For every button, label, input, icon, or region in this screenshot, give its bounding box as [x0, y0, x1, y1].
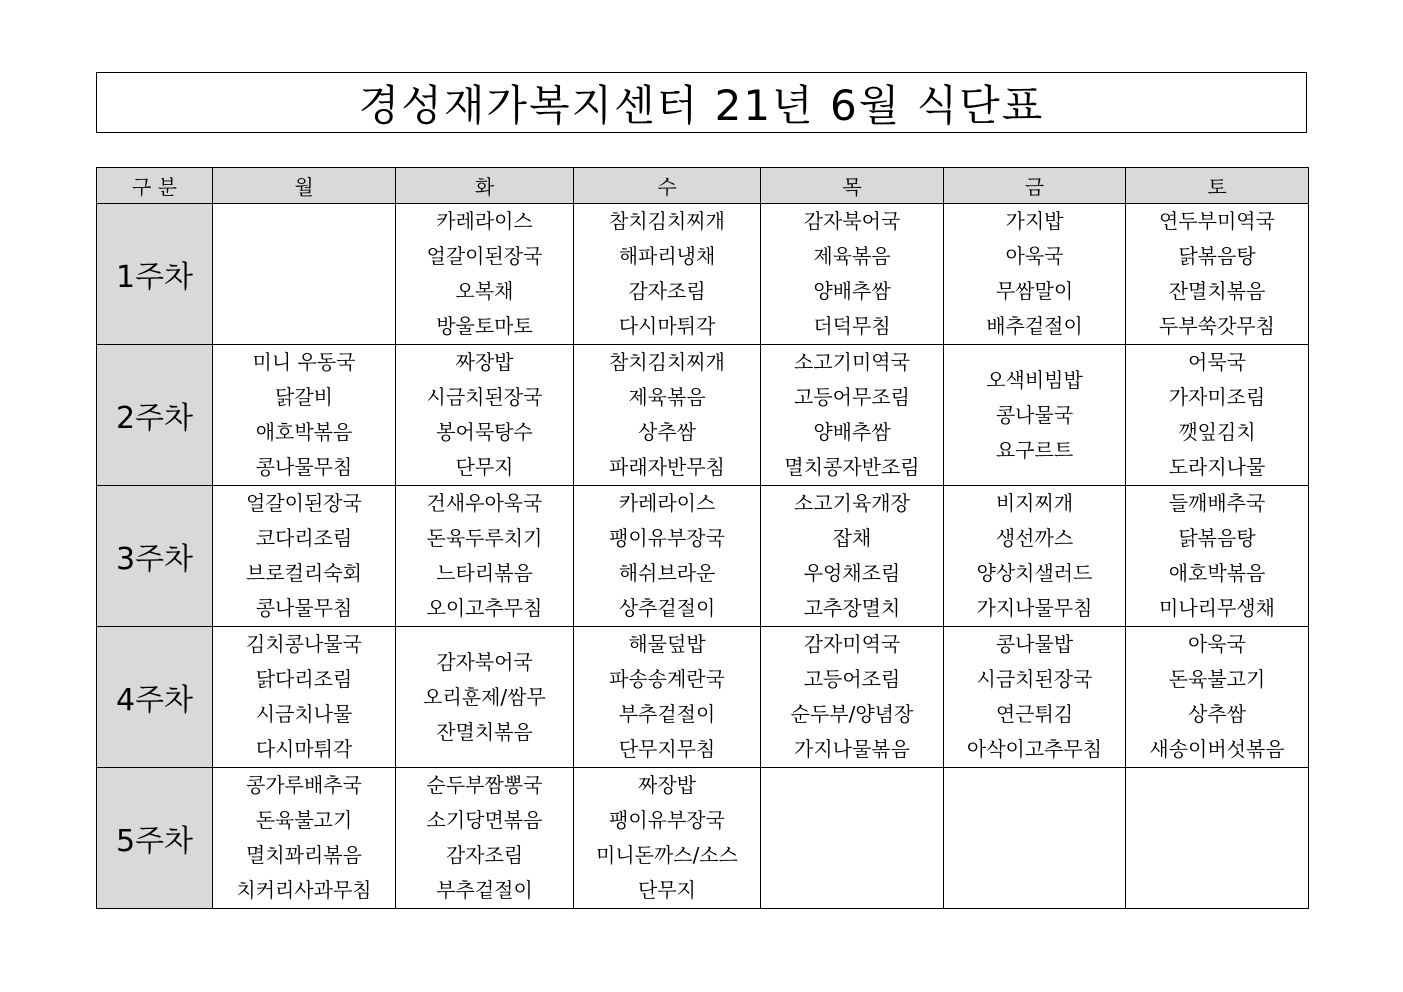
- dish-item: 단무지: [455, 455, 514, 479]
- dish-item: 시금치나물: [255, 702, 353, 726]
- menu-cell-wed: [574, 768, 761, 909]
- dish-item: 미니돈까스/소스: [596, 843, 738, 867]
- menu-cell-sat: [1126, 204, 1309, 345]
- dish-item: 상추쌈: [638, 420, 696, 444]
- dish-item: 잔멸치볶음: [1168, 279, 1266, 303]
- menu-cell-wed: [574, 345, 761, 486]
- menu-cell-fri: [944, 486, 1126, 627]
- dish-item: 파래자반무침: [609, 455, 725, 479]
- week-row: [97, 627, 1309, 768]
- dish-item: 연두부미역국: [1159, 209, 1275, 233]
- dish-item: 가자미조림: [1168, 385, 1266, 409]
- dish-item: 감자북어국: [803, 209, 901, 233]
- dish-item: 감자조림: [628, 279, 706, 303]
- dish-item: 가지나물볶음: [794, 737, 910, 761]
- menu-cell-sat: [1126, 486, 1309, 627]
- menu-cell-sat: [1126, 345, 1309, 486]
- dish-item: 부추겉절이: [436, 878, 533, 902]
- dish-item: 단무지: [638, 878, 696, 902]
- dish-item: 팽이유부장국: [609, 808, 725, 832]
- dish-item: 시금치된장국: [976, 667, 1093, 691]
- dish-item: 봉어묵탕수: [436, 420, 533, 444]
- dish-item: 닭볶음탕: [1178, 244, 1256, 268]
- dish-item: 상추겉절이: [618, 596, 716, 620]
- menu-cell-thu: [761, 345, 944, 486]
- dish-item: 제육볶음: [813, 244, 891, 268]
- menu-cell-wed: [574, 204, 761, 345]
- dish-item: 고등어무조림: [794, 385, 910, 409]
- menu-cell-mon: [213, 768, 396, 909]
- week-row: [97, 345, 1309, 486]
- dish-item: 치커리사과무침: [236, 878, 372, 902]
- dish-item: 새송이버섯볶음: [1149, 737, 1285, 761]
- week-row: [97, 768, 1309, 909]
- dish-item: 무쌈말이: [995, 279, 1074, 303]
- dish-item: 소고기미역국: [794, 350, 910, 374]
- dish-item: 부추겉절이: [618, 702, 716, 726]
- dish-item: 참치김치찌개: [609, 350, 725, 374]
- dish-item: 브로컬리숙회: [246, 561, 362, 585]
- header-day-mon: 월: [213, 168, 396, 204]
- title-box: [96, 72, 1307, 133]
- dish-item: 참치김치찌개: [609, 209, 725, 233]
- dish-item: 비지찌개: [995, 491, 1074, 515]
- menu-cell-fri: [944, 627, 1126, 768]
- dish-item: 멸치꽈리볶음: [246, 843, 362, 867]
- dish-item: 돈육두루치기: [426, 526, 543, 550]
- week-label: 3주차: [97, 486, 213, 627]
- dish-item: 소고기육개장: [794, 491, 910, 515]
- dish-item: 오복채: [455, 279, 514, 303]
- dish-item: 멸치콩자반조림: [784, 455, 920, 479]
- dish-item: 가지밥: [1005, 209, 1064, 233]
- dish-item: 깻잎김치: [1178, 420, 1256, 444]
- dish-item: 콩나물국: [995, 402, 1074, 427]
- dish-item: 오색비빔밥: [986, 367, 1083, 392]
- dish-item: 콩나물밥: [995, 632, 1074, 656]
- dish-item: 콩나물무침: [255, 455, 353, 479]
- dish-item: 도라지나물: [1168, 455, 1266, 479]
- dish-item: 고추장멸치: [803, 596, 901, 620]
- dish-item: 감자북어국: [436, 649, 533, 674]
- dish-item: 파송송계란국: [609, 667, 725, 691]
- header-day-wed: 수: [574, 168, 761, 204]
- dish-item: 두부쑥갓무침: [1159, 314, 1275, 338]
- menu-cell-thu: [761, 627, 944, 768]
- dish-item: 얼갈이된장국: [426, 244, 543, 268]
- menu-cell-mon: [213, 486, 396, 627]
- dish-item: 단무지무침: [618, 737, 716, 761]
- dish-item: 해파리냉채: [618, 244, 716, 268]
- dish-item: 잡채: [832, 526, 872, 550]
- dish-item: 닭다리조림: [255, 667, 353, 691]
- menu-cell-tue: [396, 486, 574, 627]
- week-label: 4주차: [97, 627, 213, 768]
- menu-cell-fri: [944, 768, 1126, 909]
- dish-item: 카레라이스: [618, 491, 716, 515]
- dish-item: 들깨배추국: [1168, 491, 1266, 515]
- dish-item: 돈육불고기: [255, 808, 353, 832]
- menu-table: [96, 167, 1309, 909]
- dish-item: 다시마튀각: [255, 737, 353, 761]
- menu-cell-sat: [1126, 768, 1309, 909]
- menu-cell-fri: [944, 204, 1126, 345]
- week-label: 5주차: [97, 768, 213, 909]
- menu-cell-tue: [396, 627, 574, 768]
- header-section: 구 분: [97, 168, 213, 204]
- header-day-sat: 토: [1126, 168, 1309, 204]
- dish-item: 시금치된장국: [426, 385, 543, 409]
- menu-cell-thu: [761, 204, 944, 345]
- week-label: 1주차: [97, 204, 213, 345]
- menu-cell-tue: [396, 204, 574, 345]
- dish-item: 느타리볶음: [436, 561, 533, 585]
- dish-item: 짜장밥: [638, 773, 696, 797]
- menu-cell-wed: [574, 486, 761, 627]
- dish-item: 생선까스: [995, 526, 1074, 550]
- menu-cell-mon: [213, 627, 396, 768]
- dish-item: 양상치샐러드: [976, 561, 1093, 585]
- dish-item: 가지나물무침: [976, 596, 1093, 620]
- dish-item: 더덕무침: [813, 314, 891, 338]
- dish-item: 오리훈제/쌈무: [423, 684, 546, 709]
- header-day-fri: 금: [944, 168, 1126, 204]
- dish-item: 해물덮밥: [628, 632, 706, 656]
- dish-item: 해쉬브라운: [618, 561, 716, 585]
- dish-item: 다시마튀각: [618, 314, 716, 338]
- week-label: 2주차: [97, 345, 213, 486]
- dish-item: 코다리조림: [255, 526, 353, 550]
- week-row: [97, 204, 1309, 345]
- dish-item: 양배추쌈: [813, 279, 891, 303]
- dish-item: 우엉채조림: [803, 561, 901, 585]
- dish-item: 애호박볶음: [255, 420, 353, 444]
- header-row: [97, 168, 1309, 204]
- header-day-tue: 화: [396, 168, 574, 204]
- dish-item: 배추겉절이: [986, 314, 1083, 338]
- menu-cell-thu: [761, 486, 944, 627]
- dish-item: 소기당면볶음: [426, 808, 543, 832]
- menu-cell-thu: [761, 768, 944, 909]
- dish-item: 짜장밥: [455, 350, 514, 374]
- menu-cell-tue: [396, 345, 574, 486]
- dish-item: 카레라이스: [436, 209, 533, 233]
- dish-item: 감자조림: [445, 843, 524, 867]
- dish-item: 얼갈이된장국: [246, 491, 362, 515]
- menu-cell-tue: [396, 768, 574, 909]
- dish-item: 돈육불고기: [1168, 667, 1266, 691]
- dish-item: 닭볶음탕: [1178, 526, 1256, 550]
- dish-item: 아삭이고추무침: [966, 737, 1103, 761]
- dish-item: 어묵국: [1188, 350, 1246, 374]
- dish-item: 순두부짬뽕국: [426, 773, 543, 797]
- dish-item: 콩나물무침: [255, 596, 353, 620]
- dish-item: 아욱국: [1005, 244, 1064, 268]
- dish-item: 건새우아욱국: [426, 491, 543, 515]
- dish-item: 양배추쌈: [813, 420, 891, 444]
- dish-item: 요구르트: [995, 437, 1074, 462]
- dish-item: 미나리무생채: [1159, 596, 1275, 620]
- dish-item: 닭갈비: [275, 385, 333, 409]
- dish-item: 팽이유부장국: [609, 526, 725, 550]
- menu-cell-wed: [574, 627, 761, 768]
- page-title: 경성재가복지센터 21년 6월 식단표: [358, 80, 1045, 130]
- dish-item: 잔멸치볶음: [436, 719, 533, 744]
- dish-item: 방울토마토: [436, 314, 533, 338]
- menu-cell-mon: [213, 204, 396, 345]
- dish-item: 고등어조림: [803, 667, 901, 691]
- dish-item: 오이고추무침: [426, 596, 543, 620]
- menu-cell-mon: [213, 345, 396, 486]
- dish-item: 제육볶음: [628, 385, 706, 409]
- dish-item: 김치콩나물국: [246, 632, 362, 656]
- dish-item: 콩가루배추국: [246, 773, 362, 797]
- header-day-thu: 목: [761, 168, 944, 204]
- menu-cell-sat: [1126, 627, 1309, 768]
- dish-item: 애호박볶음: [1168, 561, 1266, 585]
- dish-item: 상추쌈: [1188, 702, 1246, 726]
- dish-item: 연근튀김: [995, 702, 1074, 726]
- week-row: [97, 486, 1309, 627]
- dish-item: 미니 우동국: [252, 350, 356, 374]
- dish-item: 순두부/양념장: [790, 702, 914, 726]
- dish-item: 아욱국: [1188, 632, 1246, 656]
- menu-cell-fri: [944, 345, 1126, 486]
- dish-item: 감자미역국: [803, 632, 901, 656]
